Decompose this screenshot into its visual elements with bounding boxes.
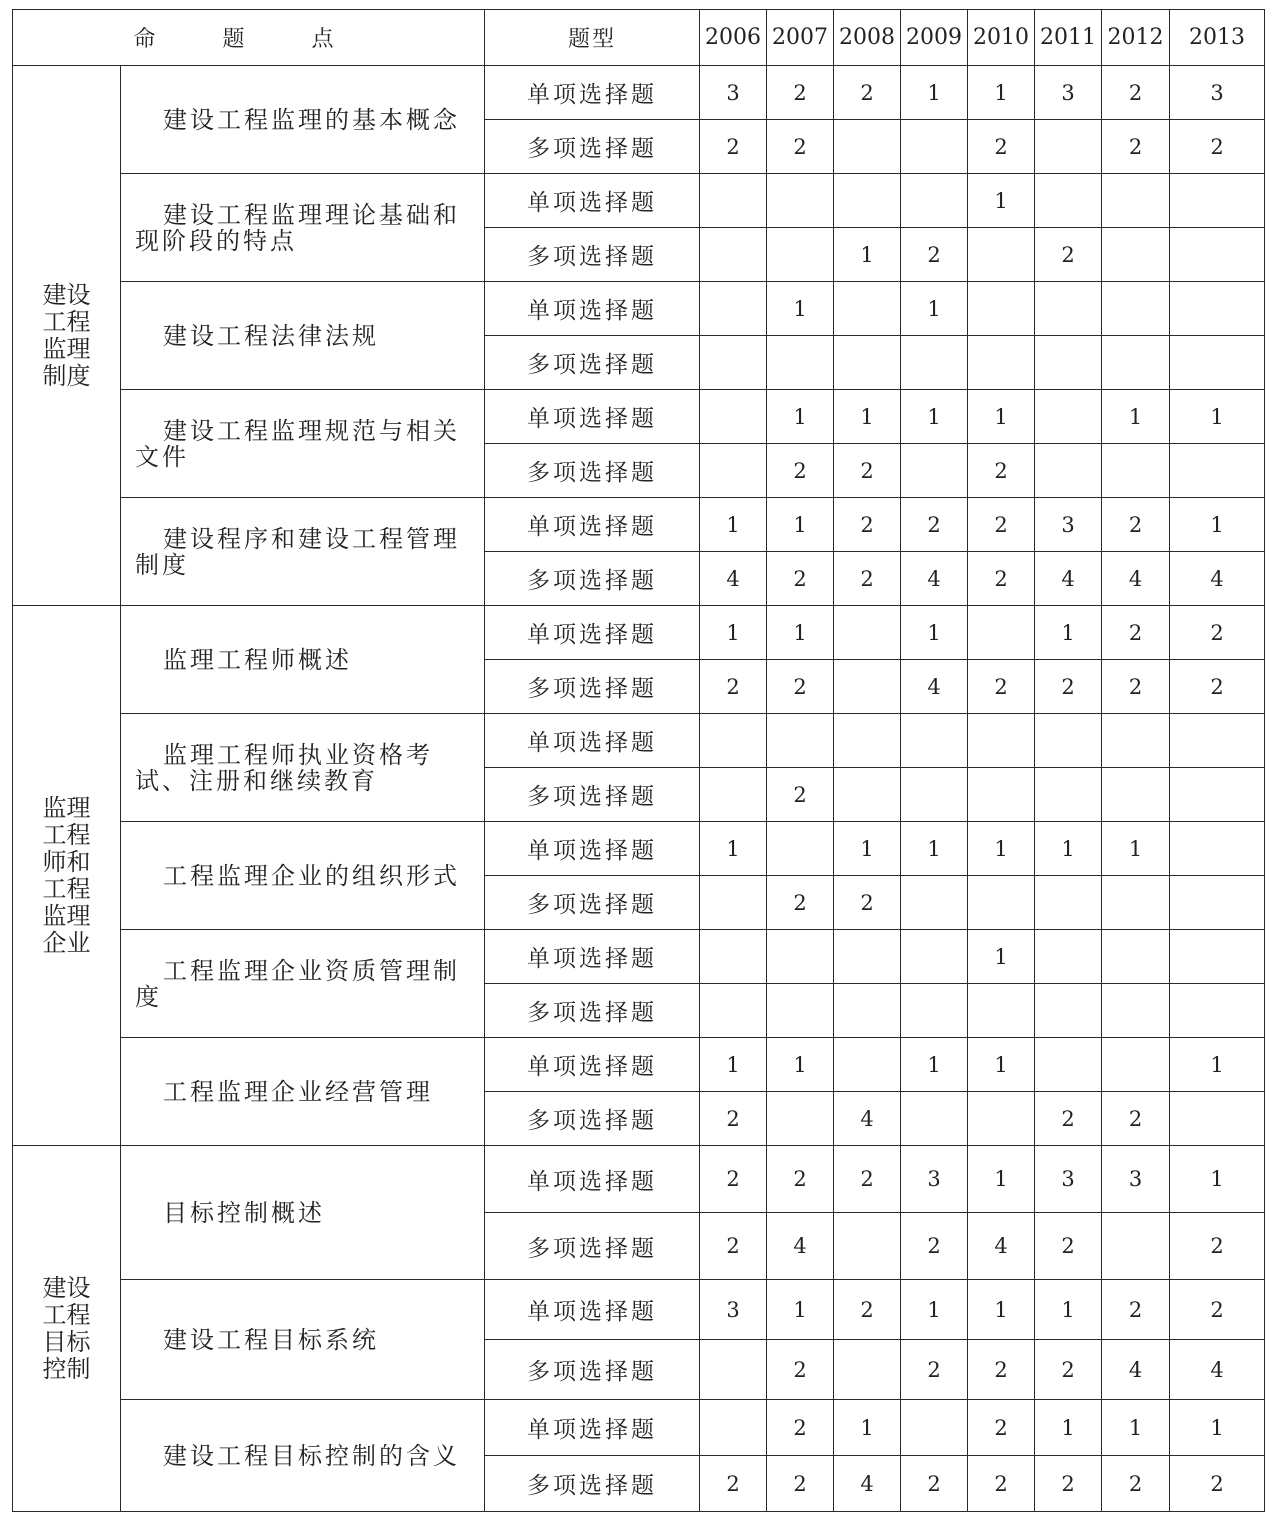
header-year: 2010 [968,10,1035,66]
count-cell: 2 [1102,498,1170,552]
count-cell: 2 [1102,1456,1170,1512]
count-cell: 1 [901,822,968,876]
count-cell: 4 [1102,552,1170,606]
count-cell [700,768,767,822]
count-cell: 2 [834,1146,901,1213]
count-cell [901,336,968,390]
count-cell [1035,174,1102,228]
count-cell [1170,768,1265,822]
header-year: 2007 [767,10,834,66]
count-cell: 1 [968,390,1035,444]
table-row [13,930,1265,984]
topic-cell: 建设工程监理理论基础和现阶段的特点 [121,174,485,282]
count-cell: 2 [901,1340,968,1400]
exam-statistics-table [12,9,1265,1512]
table-row [13,174,1265,228]
count-cell [1035,390,1102,444]
count-cell: 2 [700,1146,767,1213]
count-cell: 2 [1170,1213,1265,1280]
count-cell: 1 [968,1038,1035,1092]
table-row [13,66,1265,120]
count-cell [834,174,901,228]
table-row [13,1038,1265,1092]
count-cell [1170,822,1265,876]
count-cell: 2 [968,1456,1035,1512]
count-cell [700,714,767,768]
count-cell: 1 [1170,1146,1265,1213]
chapter-name-line: 监理 [42,901,91,930]
count-cell [700,876,767,930]
count-cell [1170,876,1265,930]
table-row [13,390,1265,444]
count-cell: 2 [1102,1280,1170,1340]
count-cell: 2 [767,66,834,120]
count-cell: 2 [1102,66,1170,120]
question-type-cell: 单项选择题 [485,1400,700,1456]
header-year: 2006 [700,10,767,66]
count-cell: 1 [901,1038,968,1092]
count-cell: 1 [1035,1280,1102,1340]
count-cell [834,1038,901,1092]
count-cell [901,714,968,768]
count-cell [834,984,901,1038]
count-cell: 2 [834,498,901,552]
table-row [13,1400,1265,1456]
count-cell [968,228,1035,282]
chapter-name-line: 监理 [42,793,91,822]
count-cell: 1 [767,606,834,660]
count-cell: 2 [767,876,834,930]
count-cell: 4 [901,552,968,606]
count-cell [968,606,1035,660]
question-type-cell: 单项选择题 [485,606,700,660]
question-type-cell: 多项选择题 [485,1340,700,1400]
topic-cell: 工程监理企业的组织形式 [121,822,485,930]
question-type-cell: 单项选择题 [485,714,700,768]
count-cell: 1 [767,498,834,552]
header-year: 2009 [901,10,968,66]
count-cell: 2 [700,660,767,714]
table-row [13,1146,1265,1213]
count-cell: 1 [1035,1400,1102,1456]
count-cell: 1 [834,228,901,282]
count-cell [901,930,968,984]
chapter-name-line: 制度 [42,361,91,390]
count-cell: 3 [901,1146,968,1213]
count-cell: 3 [1035,66,1102,120]
count-cell: 2 [1170,120,1265,174]
question-type-cell: 单项选择题 [485,174,700,228]
count-cell: 2 [700,1456,767,1512]
count-cell [767,930,834,984]
question-type-cell: 多项选择题 [485,444,700,498]
count-cell: 1 [1102,390,1170,444]
count-cell: 2 [700,120,767,174]
count-cell: 1 [700,1038,767,1092]
count-cell [1170,336,1265,390]
count-cell: 2 [767,120,834,174]
question-type-cell: 单项选择题 [485,498,700,552]
count-cell: 2 [1035,660,1102,714]
count-cell: 2 [1102,606,1170,660]
question-type-cell: 多项选择题 [485,228,700,282]
count-cell [1170,228,1265,282]
count-cell [1102,174,1170,228]
count-cell [901,768,968,822]
question-type-cell: 单项选择题 [485,1038,700,1092]
count-cell: 4 [901,660,968,714]
count-cell: 3 [700,1280,767,1340]
count-cell: 4 [700,552,767,606]
count-cell: 2 [968,660,1035,714]
question-type-cell: 多项选择题 [485,876,700,930]
count-cell [1102,1038,1170,1092]
count-cell [700,930,767,984]
count-cell: 2 [1035,1213,1102,1280]
count-cell [968,282,1035,336]
count-cell: 4 [1102,1340,1170,1400]
count-cell [767,984,834,1038]
count-cell [1102,714,1170,768]
count-cell [767,1092,834,1146]
count-cell: 3 [1102,1146,1170,1213]
topic-cell: 建设工程目标系统 [121,1280,485,1400]
question-type-cell: 多项选择题 [485,1456,700,1512]
topic-cell: 工程监理企业资质管理制度 [121,930,485,1038]
count-cell [1170,174,1265,228]
count-cell: 2 [767,444,834,498]
count-cell [834,1213,901,1280]
count-cell: 2 [1170,606,1265,660]
count-cell: 2 [767,1456,834,1512]
count-cell [834,606,901,660]
chapter-name-line: 控制 [42,1354,91,1383]
count-cell: 2 [834,66,901,120]
topic-cell: 建设工程监理规范与相关文件 [121,390,485,498]
topic-cell: 工程监理企业经营管理 [121,1038,485,1146]
count-cell: 2 [834,876,901,930]
count-cell: 2 [767,1340,834,1400]
count-cell [700,282,767,336]
count-cell [1102,984,1170,1038]
count-cell: 1 [767,282,834,336]
count-cell [1102,444,1170,498]
count-cell: 1 [968,66,1035,120]
count-cell [968,984,1035,1038]
count-cell [834,1340,901,1400]
chapter-cell [13,1146,121,1512]
count-cell: 2 [968,444,1035,498]
question-type-cell: 多项选择题 [485,984,700,1038]
count-cell: 2 [901,228,968,282]
count-cell: 1 [901,606,968,660]
count-cell: 1 [1170,390,1265,444]
count-cell: 2 [1035,228,1102,282]
count-cell [901,984,968,1038]
count-cell [901,444,968,498]
count-cell: 2 [767,552,834,606]
count-cell: 2 [1035,1340,1102,1400]
count-cell [700,390,767,444]
header-year: 2013 [1170,10,1265,66]
count-cell: 2 [767,768,834,822]
question-type-cell: 多项选择题 [485,336,700,390]
question-type-cell: 单项选择题 [485,822,700,876]
count-cell [968,1092,1035,1146]
chapter-name-line: 工程 [42,307,91,336]
count-cell: 1 [968,174,1035,228]
count-cell: 4 [1170,1340,1265,1400]
header-year: 2011 [1035,10,1102,66]
count-cell [1035,984,1102,1038]
count-cell [1035,768,1102,822]
chapter-name-line: 师和 [42,847,91,876]
count-cell [767,228,834,282]
count-cell [1102,1213,1170,1280]
count-cell [1035,120,1102,174]
count-cell: 1 [700,498,767,552]
count-cell: 4 [767,1213,834,1280]
count-cell: 1 [901,66,968,120]
count-cell: 2 [834,444,901,498]
count-cell [1170,984,1265,1038]
count-cell [1035,282,1102,336]
header-topic: 命 题 点 [13,10,485,66]
chapter-name-line: 监理 [42,334,91,363]
count-cell: 4 [834,1092,901,1146]
count-cell [834,714,901,768]
header-row [13,10,1265,66]
question-type-cell: 单项选择题 [485,390,700,444]
count-cell [1170,930,1265,984]
count-cell: 2 [968,552,1035,606]
count-cell: 1 [1170,1400,1265,1456]
count-cell: 4 [1170,552,1265,606]
count-cell [1035,714,1102,768]
topic-cell: 建设工程目标控制的含义 [121,1400,485,1512]
count-cell: 1 [700,606,767,660]
count-cell: 1 [767,390,834,444]
count-cell: 4 [1035,552,1102,606]
count-cell [834,930,901,984]
count-cell [1170,444,1265,498]
count-cell [901,120,968,174]
question-type-cell: 单项选择题 [485,1280,700,1340]
count-cell: 1 [1102,1400,1170,1456]
count-cell [700,1340,767,1400]
count-cell [1102,768,1170,822]
count-cell: 2 [1170,1456,1265,1512]
count-cell [1102,282,1170,336]
count-cell: 4 [834,1456,901,1512]
header-type: 题型 [485,10,700,66]
table-header [13,10,1265,66]
count-cell [1170,1092,1265,1146]
count-cell: 2 [901,498,968,552]
question-type-cell: 单项选择题 [485,1146,700,1213]
chapter-name-line: 目标 [42,1327,91,1356]
count-cell: 1 [767,1280,834,1340]
count-cell [1102,228,1170,282]
count-cell [1102,336,1170,390]
count-cell [1035,930,1102,984]
count-cell [834,282,901,336]
count-cell [700,174,767,228]
topic-cell: 建设程序和建设工程管理制度 [121,498,485,606]
count-cell: 1 [1102,822,1170,876]
question-type-cell: 多项选择题 [485,120,700,174]
count-cell [968,336,1035,390]
count-cell: 2 [700,1092,767,1146]
count-cell [700,336,767,390]
count-cell: 2 [901,1213,968,1280]
count-cell [1035,444,1102,498]
table-row [13,714,1265,768]
count-cell [968,876,1035,930]
chapter-name-line: 建设 [42,280,91,309]
chapter-cell [13,66,121,606]
count-cell: 1 [968,1146,1035,1213]
topic-cell: 监理工程师执业资格考试、注册和继续教育 [121,714,485,822]
count-cell [767,336,834,390]
count-cell [700,1400,767,1456]
header-year: 2012 [1102,10,1170,66]
count-cell: 2 [968,1400,1035,1456]
count-cell: 3 [700,66,767,120]
count-cell: 1 [1035,606,1102,660]
count-cell: 1 [968,822,1035,876]
count-cell: 3 [1035,1146,1102,1213]
question-type-cell: 单项选择题 [485,66,700,120]
question-type-cell: 多项选择题 [485,660,700,714]
count-cell: 1 [700,822,767,876]
count-cell: 1 [834,1400,901,1456]
count-cell: 2 [834,1280,901,1340]
count-cell [901,174,968,228]
question-type-cell: 单项选择题 [485,930,700,984]
count-cell [901,1400,968,1456]
count-cell [700,228,767,282]
table-row [13,822,1265,876]
count-cell [834,120,901,174]
question-type-cell: 多项选择题 [485,768,700,822]
count-cell: 1 [1170,1038,1265,1092]
chapter-cell [13,606,121,1146]
count-cell [968,768,1035,822]
topic-cell: 建设工程法律法规 [121,282,485,390]
count-cell: 1 [901,1280,968,1340]
table-body [13,66,1265,1512]
count-cell: 1 [1170,498,1265,552]
table-row [13,498,1265,552]
chapter-name-line: 工程 [42,820,91,849]
question-type-cell: 单项选择题 [485,282,700,336]
count-cell [1035,336,1102,390]
count-cell: 2 [901,1456,968,1512]
table-row [13,1280,1265,1340]
table-row [13,282,1265,336]
count-cell [901,1092,968,1146]
chapter-name-line: 工程 [42,1300,91,1329]
count-cell: 2 [1102,120,1170,174]
count-cell [1102,930,1170,984]
chapter-name-line: 建设 [42,1273,91,1302]
count-cell: 1 [834,822,901,876]
count-cell: 2 [1035,1456,1102,1512]
count-cell [1102,876,1170,930]
count-cell: 2 [968,498,1035,552]
header-year: 2008 [834,10,901,66]
count-cell: 1 [834,390,901,444]
count-cell: 2 [767,660,834,714]
count-cell [1035,876,1102,930]
count-cell [767,822,834,876]
count-cell [1170,282,1265,336]
count-cell [1170,714,1265,768]
topic-cell: 监理工程师概述 [121,606,485,714]
question-type-cell: 多项选择题 [485,1092,700,1146]
count-cell: 2 [700,1213,767,1280]
count-cell [1035,1038,1102,1092]
count-cell: 3 [1170,66,1265,120]
question-type-cell: 多项选择题 [485,1213,700,1280]
table-row [13,606,1265,660]
count-cell: 2 [1170,660,1265,714]
count-cell: 1 [1035,822,1102,876]
count-cell [767,714,834,768]
count-cell: 2 [1102,1092,1170,1146]
count-cell: 1 [968,930,1035,984]
topic-cell: 目标控制概述 [121,1146,485,1280]
count-cell [901,876,968,930]
count-cell [700,984,767,1038]
count-cell [700,444,767,498]
count-cell [834,336,901,390]
count-cell: 1 [901,390,968,444]
question-type-cell: 多项选择题 [485,552,700,606]
topic-cell: 建设工程监理的基本概念 [121,66,485,174]
count-cell: 2 [968,1340,1035,1400]
count-cell [834,660,901,714]
count-cell: 2 [767,1146,834,1213]
chapter-name-line: 企业 [42,928,91,957]
count-cell: 1 [767,1038,834,1092]
count-cell: 2 [1170,1280,1265,1340]
chapter-name-line: 工程 [42,874,91,903]
count-cell: 1 [901,282,968,336]
count-cell: 2 [968,120,1035,174]
count-cell: 2 [1035,1092,1102,1146]
count-cell [834,768,901,822]
count-cell [767,174,834,228]
count-cell: 3 [1035,498,1102,552]
count-cell: 4 [968,1213,1035,1280]
count-cell: 1 [968,1280,1035,1340]
count-cell: 2 [834,552,901,606]
count-cell [968,714,1035,768]
count-cell: 2 [1102,660,1170,714]
count-cell: 2 [767,1400,834,1456]
